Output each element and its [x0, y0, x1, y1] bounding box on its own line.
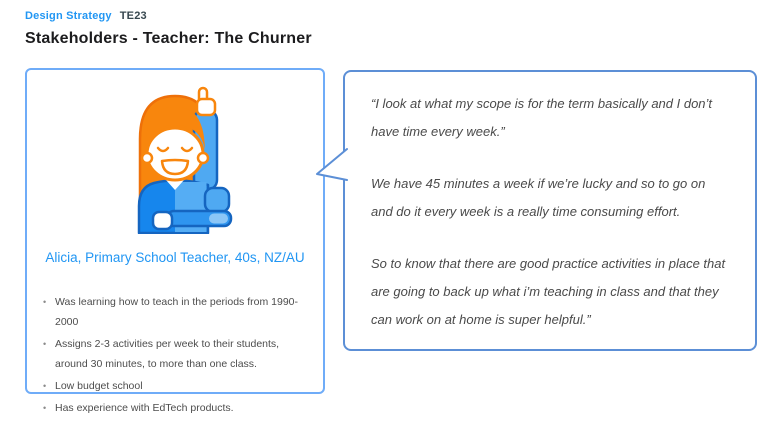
speech-bubble-tail: [314, 146, 348, 182]
persona-bullet-list: [42, 292, 311, 420]
bullet-item: • Has experience with EdTech products.: [42, 398, 311, 418]
teacher-raising-hand-illustration: [109, 84, 241, 234]
project-code: TE23: [119, 10, 147, 22]
persona-card: [25, 68, 325, 414]
bullet-item: • Assigns 2-3 activities per week to their students, around 30 minutes, to more than one class.: [42, 334, 311, 374]
quote-paragraph: We have 45 minutes a week if we’re lucky and so to go on and do it every week is a really time consuming effort.: [371, 176, 706, 219]
quote-paragraph: So to know that there are good practice activities in place that are going to back up what i’m teaching in class and that they can work on at home is super helpful.”: [371, 256, 726, 327]
bullet-item: • Was learning how to teach in the periods from 1990-2000: [42, 292, 311, 332]
brand-label: Design Strategy: [25, 10, 112, 22]
page-title: Stakeholders - Teacher: The Churner: [25, 30, 312, 47]
breadcrumb: [25, 10, 147, 22]
persona-name: Alicia, Primary School Teacher, 40s, NZ/AU: [45, 250, 305, 265]
quote-paragraph: “I look at what my scope is for the term basically and I don’t have time every week.”: [371, 96, 713, 139]
quote-bubble: [343, 70, 757, 351]
bullet-item: • Low budget school: [42, 376, 311, 396]
